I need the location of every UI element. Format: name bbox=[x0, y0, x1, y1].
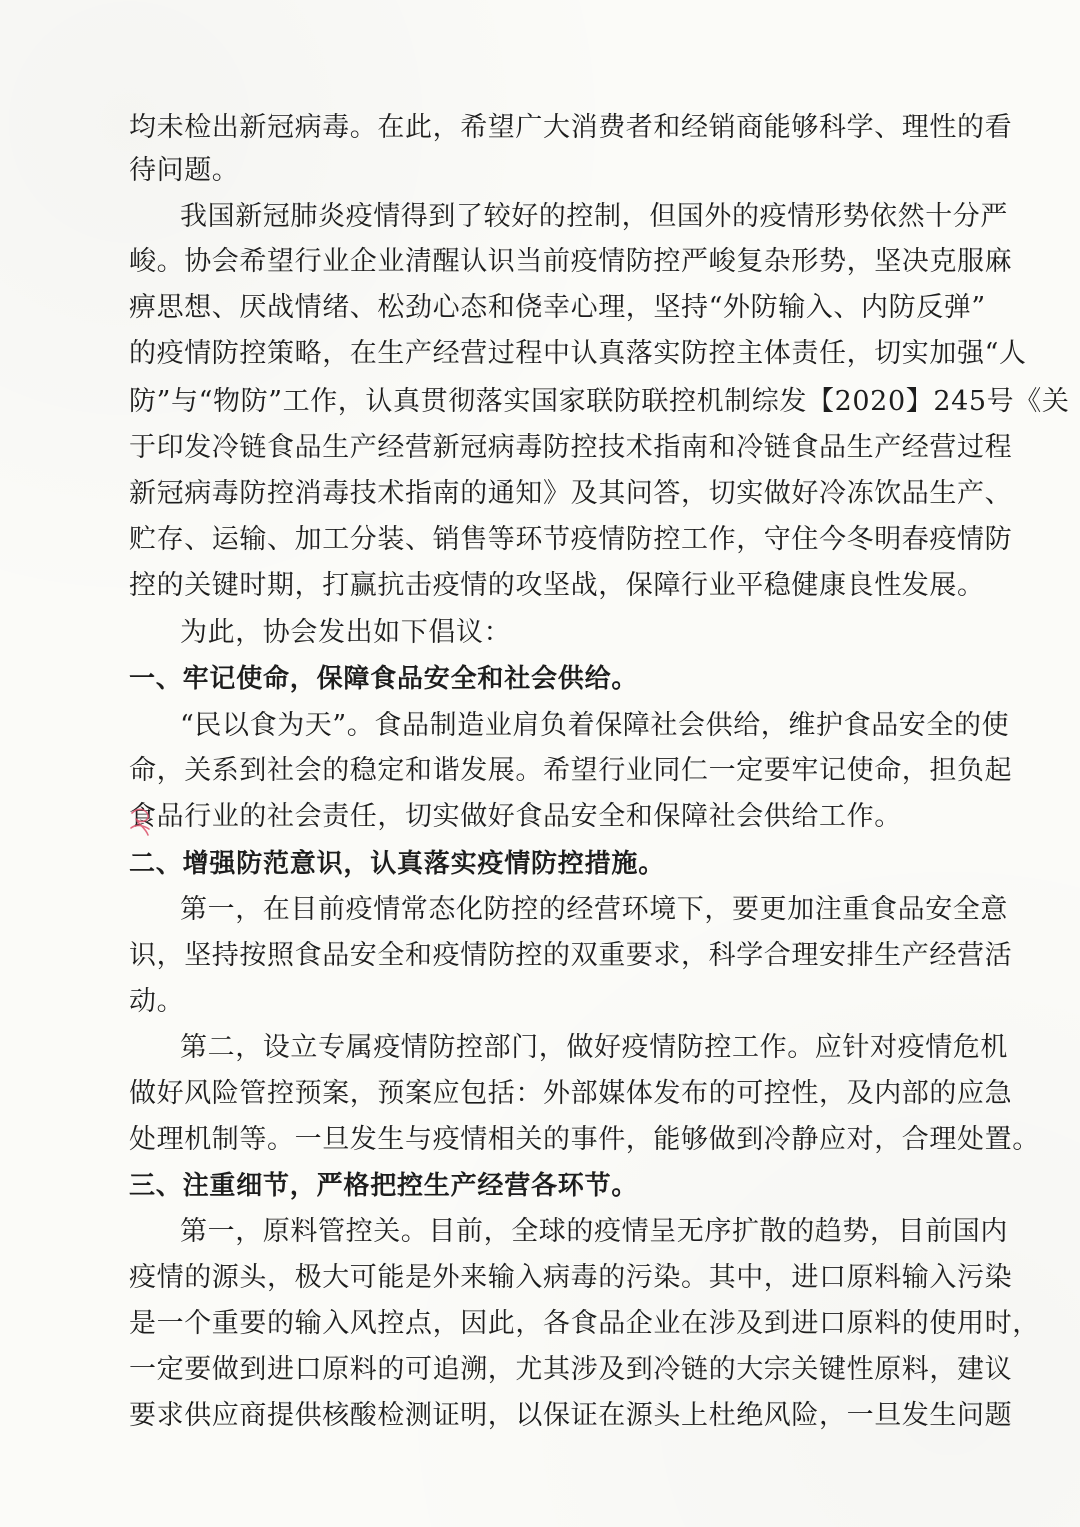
section-heading-1: 一、牢记使命，保障食品安全和社会供给。 bbox=[129, 664, 639, 694]
text-line: 第一，在目前疫情常态化防控的经营环境下，要更加注重食品安全意 bbox=[180, 894, 1008, 925]
text-line: 均未检出新冠病毒。在此，希望广大消费者和经销商能够科学、理性的看 bbox=[129, 112, 1013, 143]
text-line: 防”与“物防”工作，认真贯彻落实国家联防联控机制综发【2020】245号《关 bbox=[129, 386, 1070, 417]
text-line: 是一个重要的输入风控点，因此，各食品企业在涉及到进口原料的使用时， bbox=[129, 1308, 1040, 1339]
text-line: 第一，原料管控关。目前，全球的疫情呈无序扩散的趋势，目前国内 bbox=[180, 1216, 1008, 1247]
text-line: 要求供应商提供核酸检测证明，以保证在源头上杜绝风险，一旦发生问题 bbox=[129, 1400, 1013, 1431]
text-line: “民以食为天”。食品制造业肩负着保障社会供给，维护食品安全的使 bbox=[180, 710, 1010, 741]
text-line: 痹思想、厌战情绪、松劲心态和侥幸心理，坚持“外防输入、内防反弹” bbox=[129, 292, 986, 323]
text-line: 我国新冠肺炎疫情得到了较好的控制，但国外的疫情形势依然十分严 bbox=[180, 201, 1008, 232]
text-line: 一定要做到进口原料的可追溯，尤其涉及到冷链的大宗关键性原料，建议 bbox=[129, 1354, 1013, 1385]
text-line: 于印发冷链食品生产经营新冠病毒防控技术指南和冷链食品生产经营过程 bbox=[129, 432, 1013, 463]
ink-stamp-mark bbox=[128, 804, 154, 838]
text-line: 新冠病毒防控消毒技术指南的通知》及其问答，切实做好冷冻饮品生产、 bbox=[129, 478, 1013, 509]
text-line: 疫情的源头，极大可能是外来输入病毒的污染。其中，进口原料输入污染 bbox=[129, 1262, 1013, 1293]
text-line: 做好风险管控预案，预案应包括：外部媒体发布的可控性，及内部的应急 bbox=[129, 1078, 1013, 1109]
text-line: 识，坚持按照食品安全和疫情防控的双重要求，科学合理安排生产经营活 bbox=[129, 940, 1013, 971]
text-line: 第二，设立专属疫情防控部门，做好疫情防控工作。应针对疫情危机 bbox=[180, 1032, 1008, 1063]
text-line: 贮存、运输、加工分装、销售等环节疫情防控工作，守住今冬明春疫情防 bbox=[129, 524, 1013, 555]
text-line: 待问题。 bbox=[129, 155, 240, 186]
text-line: 峻。协会希望行业企业清醒认识当前疫情防控严峻复杂形势，坚决克服麻 bbox=[129, 246, 1013, 277]
text-line: 处理机制等。一旦发生与疫情相关的事件，能够做到冷静应对，合理处置。 bbox=[129, 1124, 1040, 1155]
text-line: 的疫情防控策略，在生产经营过程中认真落实防控主体责任，切实加强“人 bbox=[129, 338, 1027, 369]
text-line: 为此，协会发出如下倡议： bbox=[180, 617, 512, 648]
text-line: 动。 bbox=[129, 986, 185, 1017]
text-line: 命，关系到社会的稳定和谐发展。希望行业同仁一定要牢记使命，担负起 bbox=[129, 755, 1013, 786]
text-line: 食品行业的社会责任，切实做好食品安全和保障社会供给工作。 bbox=[129, 801, 902, 832]
text-line: 控的关键时期，打赢抗击疫情的攻坚战，保障行业平稳健康良性发展。 bbox=[129, 570, 985, 601]
section-heading-3: 三、注重细节，严格把控生产经营各环节。 bbox=[129, 1171, 639, 1201]
section-heading-2: 二、增强防范意识，认真落实疫情防控措施。 bbox=[129, 849, 666, 879]
